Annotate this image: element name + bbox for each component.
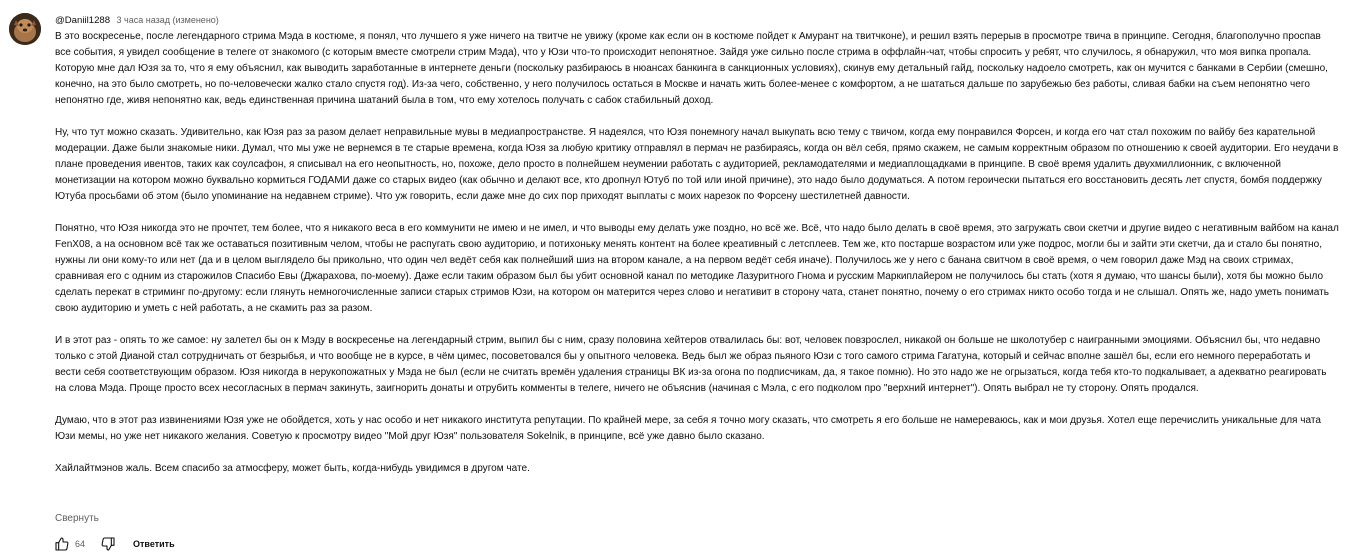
collapse-button[interactable]: Свернуть	[55, 513, 99, 524]
comment-paragraph-4: И в этот раз - опять то же самое: ну залетел бы он к Мэду в воскресенье на легендарный стрим, выпил бы с ним, сразу половина хейтеров отвалилась бы: вот, человек повзрослел, никакой он больше не школотубер с наигранными эмоциями. Объяснил бы, что недавно только с этой Дианой стал сотрудничать от безрыбья, и что вообще не в курсе, в чём цимес, посоветовался бы у опытного человека. Ведь был же образ пьяного Юзи с того самого стрима Гагатуна, который и сейчас вполне зашёл бы, если его немного переработать и вести себя соответствующим образом. Юзя никогда в нерукопожатных у Мэда не был (если не считать времён удаления страницы ВК из-за огона по подписчикам, да, я такое помню). Но это надо же не огрызаться, когда тебя кто-то подкалывает, а адекватно реагировать на слова Мэда. Проще просто всех несогласных в пермач закинуть, заигнорить донаты и отрубить комменты в телеге, ничего не объяснив (начиная с Мэла, с его подколом про "верхний интернет"). Опять выбрал не ту сторону. Опять продался.	[55, 335, 1327, 394]
like-button[interactable]	[52, 534, 72, 554]
dislike-button[interactable]	[98, 534, 118, 554]
thumbs-down-icon	[100, 536, 116, 552]
comment-paragraph-1: В это воскресенье, после легендарного стрима Мэда в костюме, я понял, что лучшего я уже ничего на твитче не увижу (кроме как если он в костюме пойдет к Амурант на твитчконе), и решил взять перерыв в просмотре твича в принципе. Сегодня, благополучно проспав все события, я увидел сообщение в телеге от знакомого (с которым вместе смотрели стрим Мэда), что у Юзи что-то происходит непонятное. Зайдя уже сильно после стрима в оффлайн-чат, чтобы спросить у ребят, что случилось, я обнаружил, что моя випка пропала. Которую мне дал Юзя за то, что я ему объяснил, как выводить заработанные в интернете деньги (поскольку разбираюсь в нюансах банкинга в санкционных условиях), скинув ему детальный гайд, поскольку надоело смотреть, как он мучится с банками в Сербии (смешно, конечно, на это было смотреть, но по-человечески жалко стало спустя год). Из-за чего, собственно, у него получилось остаться в Москве и начать жить более-менее с комфортом, а не шататься дальше по зарубежью без работы, сливая бабки на съем непонятно чего непонятно где, живя непонятно как, ведь единственная причина шатаний была в том, что ему хотелось получать с сабок стабильный доход.	[55, 31, 1328, 106]
like-count: 64	[75, 539, 86, 549]
comment-actions	[52, 534, 175, 554]
author-name[interactable]: @Daniil1288	[55, 15, 111, 26]
comment-timestamp[interactable]: 3 часа назад (изменено)	[116, 15, 219, 25]
thumbs-up-icon	[54, 536, 70, 552]
comment-paragraph-3: Понятно, что Юзя никогда это не прочтет, тем более, что я никакого веса в его коммунити не имею и не имел, и что выводы ему делать уже поздно, но всё же. Всё, что надо было делать в своё время, это загружать свои скетчи и другие видео с негативным вайбом на канал FenX08, а на основном всё так же оставаться позитивным челом, чтобы не распугать свою аудиторию, и потихоньку менять контент на более креативный с летсплеев. Тем же, кто постарше возрастом или уже подрос, могли бы и зайти эти скетчи, да и стало бы понятно, нужны ли они кому-то или нет (да и в целом выглядело бы прикольно, что один чел ведёт себя как полнейший шиз на втором канале, а на первом ведёт себя иначе). Получилось же у него с банана свитчом в своё время, о чем говорил даже Мэд на своих стримах, сравнивая его с одним из старожилов Спасибо Евы (Джарахова, по-моему). Даже если таким образом был бы убит основной канал по методике Лазуритного Гнома и русским Маркиплайером не получилось бы стать (хотя я думаю, что шансы были), хотя бы можно было сделать перекат в стриминг по-другому: если глянуть немногочисленные записи старых стримов Юзи, на котором он матерится через слово и негативит в сторону чата, станет понятно, почему о его стримах никто особо тогда и не слышал. Опять же, надо уметь понимать свою аудиторию и уметь с ней работать, а не скамить раз за разом.	[55, 223, 1339, 314]
reply-button[interactable]: Ответить	[133, 539, 175, 549]
avatar[interactable]	[9, 13, 41, 45]
comment-text	[55, 29, 1339, 477]
comment-header	[55, 12, 219, 26]
comment-paragraph-6: Хайлайтмэнов жаль. Всем спасибо за атмосферу, может быть, когда-нибудь увидимся в другом чате.	[55, 463, 530, 474]
comment-paragraph-5: Думаю, что в этот раз извинениями Юзя уже не обойдется, хоть у нас особо и нет никакого института репутации. По крайней мере, за себя я точно могу сказать, что смотреть я его больше не намереваюсь, как и мои друзья. Хотел еще перечислить уникальные для чата Юзи мемы, но уже нет никакого желания. Советую к просмотру видео "Мой друг Юзя" пользователя Sokelnik, в принципе, всё уже давно было сказано.	[55, 415, 1321, 442]
comment-paragraph-2: Ну, что тут можно сказать. Удивительно, как Юзя раз за разом делает неправильные мувы в медиапространстве. Я надеялся, что Юзя понемногу начал выкупать всю тему с твичом, когда ему понравился Форсен, и когда его чат стал похожим по вайбу без карательной модерации. Даже были знакомые ники. Думал, что мы уже не вернемся в те старые времена, когда Юзя за любую критику отправлял в пермач не разбираясь, когда он вёл себя, прямо скажем, не самым корректным образом по отношению к своей аудитории. Его неудачи в плане проведения ивентов, таких как соулсафон, я списывал на его неопытность, но, похоже, дело просто в полнейшем неумении работать с аудиторией, рекламодателями и медиаплощадками в принципе. В своё время удалить двухмиллионник, с включенной монетизации на котором можно буквально кормиться ГОДАМИ даже со старых видео (как обычно и делают все, кто дропнул Ютуб по той или иной причине), это надо было додуматься. А потом героически пытаться его восстановить десять лет спустя, бомбя поддержку Ютуба просьбами об этом (было упоминание на недавнем стриме). Что уж говорить, если даже мне до сих пор приходят выплаты с моих нарезок по Форсену шестилетней давности.	[55, 127, 1339, 202]
